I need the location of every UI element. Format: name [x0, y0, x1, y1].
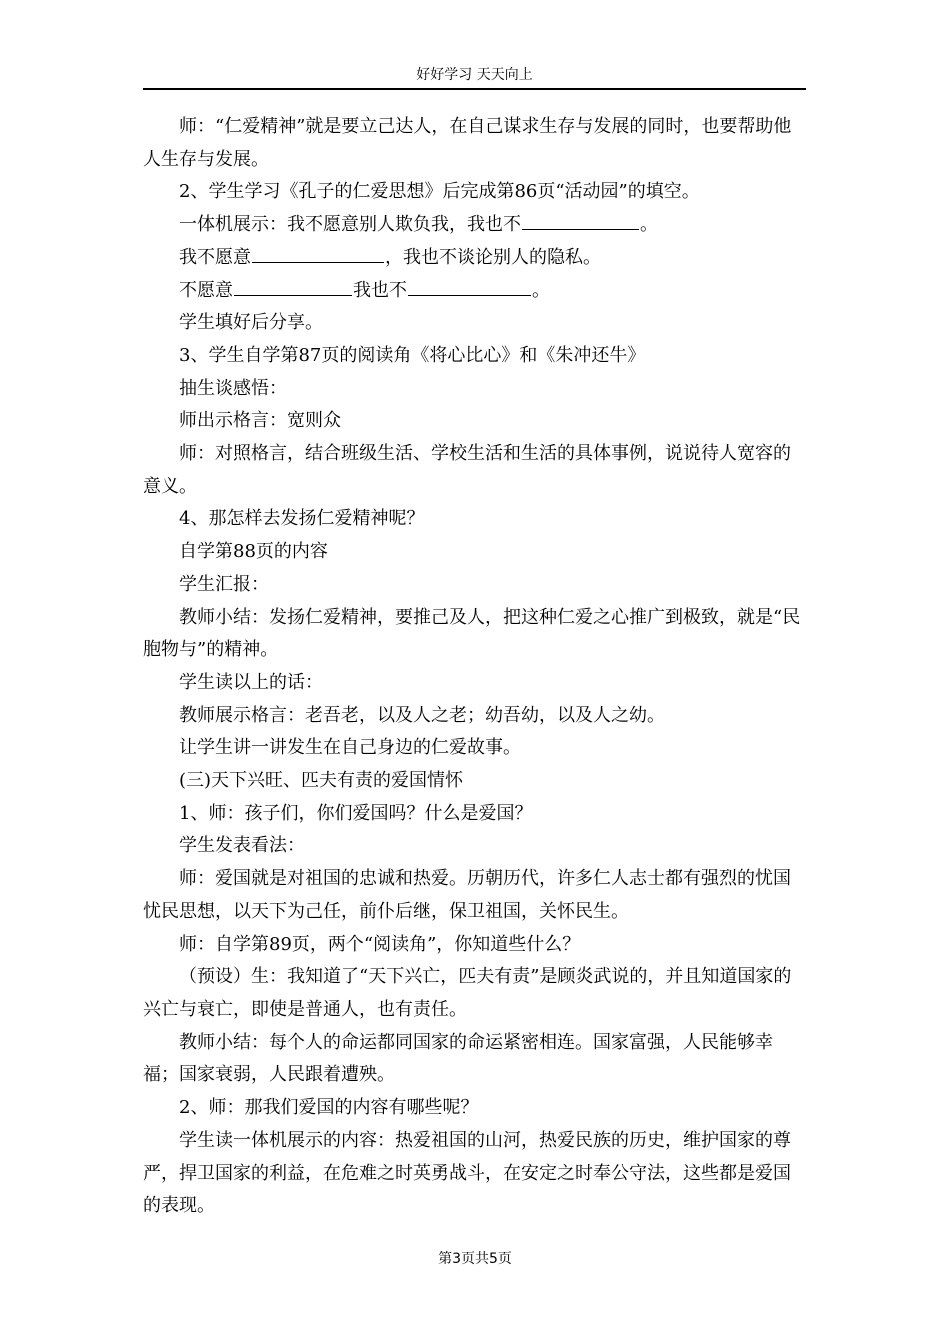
paragraph: 师：“仁爱精神”就是要立己达人，在自己谋求生存与发展的同时，也要帮助他人生存与发展。: [143, 116, 792, 170]
fill-in-text: 一体机展示：我不愿意别人欺负我，我也不: [179, 214, 521, 236]
document-body: [143, 111, 806, 1223]
paragraph: 学生填好后分享。: [179, 312, 323, 334]
fill-in-blank: [522, 211, 639, 230]
header-divider: [143, 88, 806, 90]
fill-in-text: ，我也不谈论别人的隐私。: [385, 246, 601, 268]
paragraph: 3、学生自学第87页的阅读角《将心比心》和《朱冲还牛》: [179, 344, 646, 366]
paragraph: 让学生讲一讲发生在自己身边的仁爱故事。: [179, 737, 521, 759]
fill-in-line: [143, 209, 806, 242]
paragraph: 教师小结：发扬仁爱精神，要推己及人，把这种仁爱之心推广到极致，就是“民胞物与”的精神。: [143, 606, 801, 661]
paragraph: 师：对照格言，结合班级生活、学校生活和生活的具体事例，说说待人宽容的意义。: [143, 443, 791, 497]
paragraph: 学生读以上的话：: [179, 671, 323, 693]
paragraph: 1、师：孩子们，你们爱国吗？什么是爱国？: [179, 802, 533, 824]
paragraph: 抽生谈感悟：: [179, 377, 287, 399]
fill-in-text: 。: [640, 214, 658, 236]
fill-in-text: 不愿意: [179, 279, 233, 301]
paragraph: 学生发表看法：: [179, 835, 305, 857]
paragraph: 师：爱国就是对祖国的忠诚和热爱。历朝历代，许多仁人志士都有强烈的忧国忧民思想，以天下为己任，前仆后继，保卫祖国，关怀民生。: [143, 868, 791, 922]
page-header: 好好学习 天天向上: [416, 67, 533, 83]
section-heading: (三)天下兴旺、匹夫有责的爱国情怀: [179, 770, 464, 792]
paragraph: 学生读一体机展示的内容：热爱祖国的山河，热爱民族的历史，维护国家的尊严，捍卫国家的利益，在危难之时英勇战斗，在安定之时奉公守法，这些都是爱国的表现。: [143, 1129, 791, 1217]
paragraph: （预设）生：我知道了“天下兴亡，匹夫有责”是顾炎武说的，并且知道国家的兴亡与衰亡，即使是普通人，也有责任。: [143, 966, 792, 1020]
page-number: 第3页共5页: [438, 1251, 512, 1267]
fill-in-text: 我也不: [353, 279, 407, 301]
fill-in-blank: [408, 277, 531, 296]
fill-in-blank: [252, 244, 384, 263]
paragraph: 2、学生学习《孔子的仁爱思想》后完成第86页“活动园”的填空。: [179, 181, 700, 203]
fill-in-text: 我不愿意: [179, 246, 251, 268]
fill-in-line: [143, 275, 806, 308]
paragraph: 教师小结：每个人的命运都同国家的命运紧密相连。国家富强，人民能够幸福；国家衰弱，人民跟着遭殃。: [143, 1031, 773, 1086]
paragraph: 教师展示格言：老吾老，以及人之老；幼吾幼，以及人之幼。: [179, 704, 665, 726]
fill-in-line: [143, 242, 806, 275]
paragraph: 自学第88页的内容: [179, 541, 328, 563]
paragraph: 2、师：那我们爱国的内容有哪些呢？: [179, 1097, 479, 1119]
fill-in-blank: [234, 277, 352, 296]
paragraph: 师出示格言：宽则众: [179, 410, 341, 432]
paragraph: 4、那怎样去发扬仁爱精神呢？: [179, 508, 425, 530]
paragraph: 师：自学第89页，两个“阅读角”，你知道些什么？: [179, 933, 581, 955]
fill-in-text: 。: [532, 279, 550, 301]
paragraph: 学生汇报：: [179, 573, 269, 595]
